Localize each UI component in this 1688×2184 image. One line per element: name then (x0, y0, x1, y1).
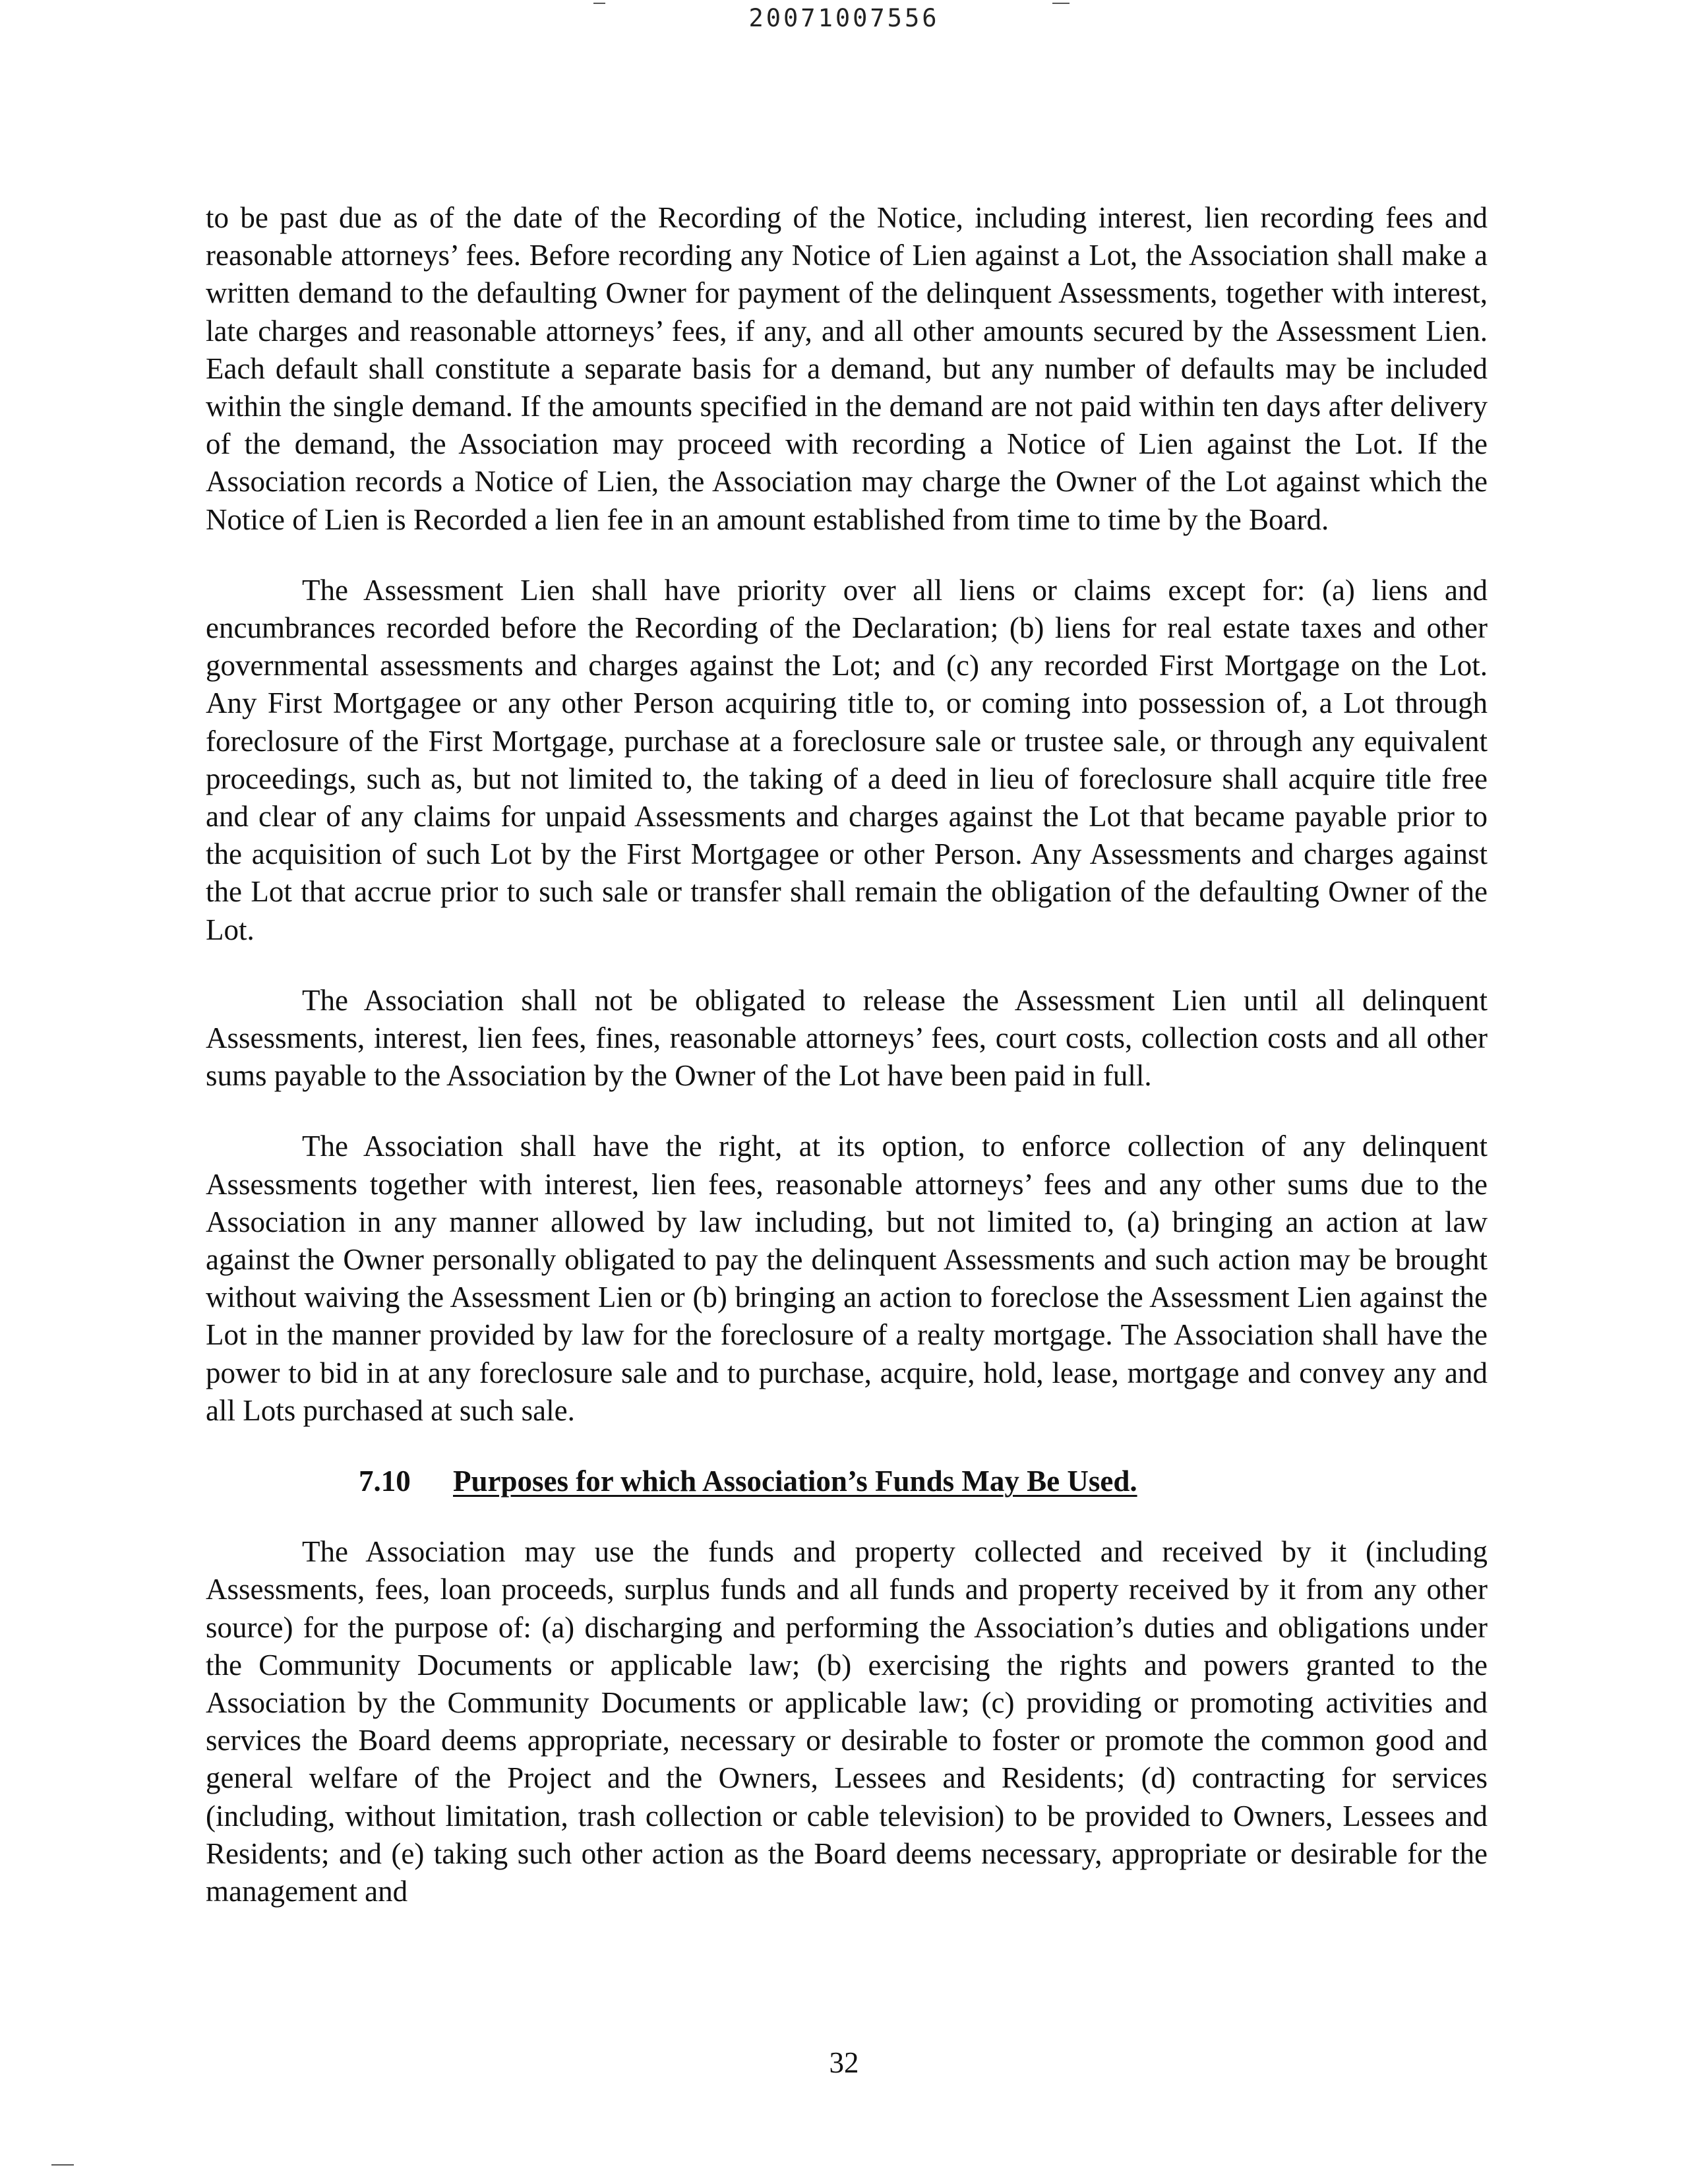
page-number: 32 (829, 2046, 859, 2079)
paragraph-fund-purposes: The Association may use the funds and property collected and received by it (including Assessments, fees, loan proceeds, surplus funds and all funds and property received by it from any other source) for the purpose of: (a) discharging and performing the Association’s duties and obligations under the Community Documents or applicable law; (b) exercising the rights and powers granted to the Association by the Community Documents or applicable law; (c) providing or promoting activities and services the Board deems appropriate, necessary or desirable to foster or promote the common good and general welfare of the Project and the Owners, Lessees and Residents; (d) contracting for services (including, without limitation, trash collection or cable television) to be provided to Owners, Lessees and Residents; and (e) taking such other action as the Board deems necessary, appropriate or desirable for the management and (206, 1535, 1488, 1908)
paragraph-lien-priority: The Assessment Lien shall have priority over all liens or claims except for: (a) liens and encumbrances recorded before the Recording of the Declaration; (b) liens for real estate taxes and other governmental assessments and charges against the Lot; and (c) any recorded First Mortgage on the Lot. Any First Mortgagee or any other Person acquiring title to, or coming into possession of, a Lot through foreclosure of the First Mortgage, purchase at a foreclosure sale or trustee sale, or through any equivalent proceedings, such as, but not limited to, the taking of a deed in lieu of foreclosure shall acquire title free and clear of any claims for unpaid Assessments and charges against the Lot that became payable prior to the acquisition of such Lot by the First Mortgagee or other Person. Any Assessments and charges against the Lot that accrue prior to such sale or transfer shall remain the obligation of the defaulting Owner of the Lot. (206, 573, 1488, 946)
section-title: Purposes for which Association’s Funds May Be Used. (453, 1465, 1137, 1498)
paragraph-lien-release: The Association shall not be obligated to release the Assessment Lien until all delinquent Assessments, interest, lien fees, fines, reasonable attorneys’ fees, court costs, collection costs and all other sums payable to the Association by the Owner of the Lot have been paid in full. (206, 983, 1488, 1093)
paragraph-collection-enforcement: The Association shall have the right, at its option, to enforce collection of any delinquent Assessments together with interest, lien fees, reasonable attorneys’ fees and any other sums due to the Association in any manner allowed by law including, but not limited to, (a) bringing an action at law against the Owner personally obligated to pay the delinquent Assessments and such action may be brought without waiving the Assessment Lien or (b) bringing an action to foreclose the Assessment Lien against the Lot in the manner provided by law for the foreclosure of a realty mortgage. The Association shall have the power to bid in at any foreclosure sale and to purchase, acquire, hold, lease, mortgage and convey any and all Lots purchased at such sale. (206, 1130, 1488, 1427)
paragraph-gap (206, 539, 1488, 572)
section-number: 7.10 (359, 1465, 411, 1498)
paragraph-lien-notice: to be past due as of the date of the Recording of the Notice, including interest, lien recording fees and reasonable attorneys’ fees. Before recording any Notice of Lien against a Lot, the Association shall make a written demand to the defaulting Owner for payment of the delinquent Assessments, together with interest, late charges and reasonable attorneys’ fees, if any, and all other amounts secured by the Assessment Lien. Each default shall constitute a separate basis for a demand, but any number of defaults may be included within the single demand. If the amounts specified in the demand are not paid within ten days after delivery of the demand, the Association may proceed with recording a Notice of Lien against the Lot. If the Association records a Notice of Lien, the Association may charge the Owner of the Lot against which the Notice of Lien is Recorded a lien fee in an amount established from time to time by the Board. (206, 201, 1488, 536)
paragraph-gap (206, 1430, 1488, 1463)
paragraph-gap (206, 949, 1488, 982)
scan-mark-top-right (1052, 3, 1070, 4)
document-number: 20071007556 (748, 4, 940, 32)
paragraph-gap (206, 1095, 1488, 1128)
scan-mark-top-left (593, 3, 605, 4)
section-heading (206, 1463, 1488, 1500)
document-body (206, 199, 1488, 1910)
scan-mark-bottom-left (51, 2164, 74, 2166)
paragraph-gap (206, 1500, 1488, 1533)
